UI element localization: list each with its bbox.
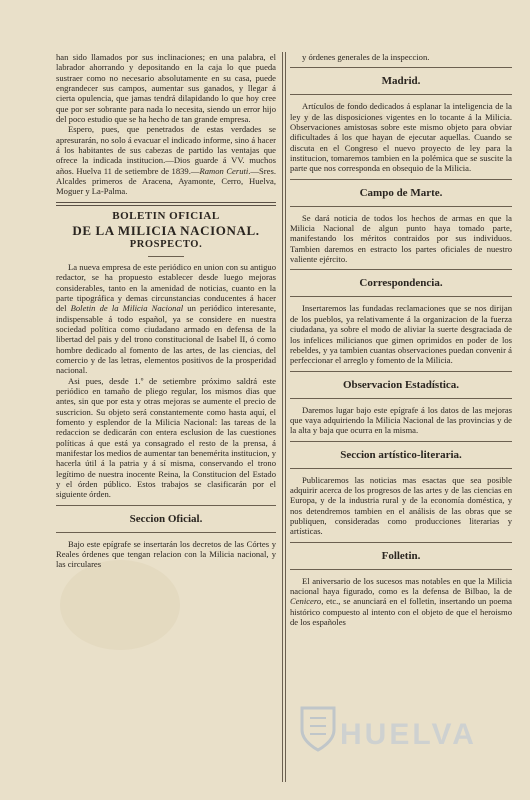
boletin-heading-line2: DE LA MILICIA NACIONAL.	[72, 222, 260, 238]
paragraph-inspeccion: y órdenes generales de la inspeccion.	[302, 52, 430, 62]
paragraph-folletin	[290, 576, 512, 628]
column-divider	[285, 52, 286, 782]
paragraph-labrador: han sido llamados por sus inclinaciones; en una palabra, el labrador ahorrando y depositando en la caja lo que pueda sustraer como no necesario absolutamente en su casa, puede engrandecer sus campos, aumentar sus ganados, y llegar á cierta opulencia, que jamas tendrá dilapidando lo que hoy cree que por ser sobrante para nada lo necesita, siendo un error hijo del poco estudio que se ha hecho de tan grande empresa.	[56, 52, 276, 125]
espero-text: Espero, pues, que penetrados de estas verdades se apresurarán, no solo á evacuar el indicado informe, sino á hacer á los habitantes de sus cabezas de partido las ventajas que ofrece la indicada institucion.—Dios guarde á VV. muchos años. Huelva 11 de setiembre de 1839.—	[56, 124, 276, 176]
correspondencia-heading: Correspondencia.	[359, 277, 443, 290]
seccion-oficial-heading: Seccion Oficial.	[129, 512, 203, 525]
paragraph-asi-pues: Asi pues, desde 1.º de setiembre próximo saldrá este periódico en tamaño de pliego regular, los mismos dias que antes, sin que por esta y otras mejoras se aumente el precio de suscricion. Su objeto será constantemente como hasta aquí, el fomento y esplendor de la Milicia Nacional: las tareas de la redaccion se dedicarán con entera esclusion de las cuestiones políticas á que está ya consagrado el resto de la prensa, á manifestar los medios de aumentar tan benemérita institucion, y hacerla útil á la patria y á sí misma, conservando el trono legítimo de nuestra inocente Reina, la Constitucion del Estado y el órden público. Estos trabajos se clasificarán por el siguiente órden.	[56, 375, 276, 500]
place-cenicero: Cenicero	[290, 596, 322, 607]
paragraph-campo: Se dará noticia de todos los hechos de armas en que la Milicia Nacional de algun punto haya tomado parte, manifestando los méritos contraidos por sus individuos. Tambien daremos en estracto los partes oficiales de nuestro valiente ejército.	[290, 212, 512, 265]
column-divider	[282, 52, 283, 782]
signature-name: Ramon Ceruti	[199, 165, 249, 176]
periodico-title: Boletin de la Milicia Nacional	[70, 303, 184, 314]
paragraph-empresa	[56, 262, 276, 376]
folletin-heading: Folletin.	[381, 549, 421, 562]
empresa-text-b: un periódico interesante, indispensable á todo español, ya se considere en nuestra sociedad política como ciudadano armado en defensa de la libertad del pais y del trono constitucional de Isabel II, ó como hombre dedicado al fomento de las artes, de las ciencias, del comercio y de las letras, elementos positivos de la prosperidad nacional.	[56, 303, 276, 376]
artistico-box	[290, 441, 512, 469]
paragraph-artistico: Publicaremos las noticias mas esactas que sea posible adquirir acerca de los progresos de las artes y de las ciencias en Europa, y de la industria rural y de la economía doméstica, y nos detendremos tambien en el análisis de las obras que se publiquen, consideradas como producciones literarias y artísticas.	[290, 474, 512, 537]
empresa-text-a: La nueva empresa de este periódico en union con su antiguo redactor, se ha propuesto establecer desde luego mejoras considerables, tanto en la amenidad de noticias, cuanto en la parte tipográfica y demas circunstancias conducentes á hacer del	[56, 261, 276, 314]
watermark-text: HUELVA	[340, 718, 477, 751]
right-column	[290, 52, 512, 782]
madrid-heading: Madrid.	[381, 75, 421, 88]
madrid-box	[290, 67, 512, 95]
paragraph-seccion-oficial: Bajo este epígrafe se insertarán los decretos de las Córtes y Reales órdenes que tengan relacion con la Milicia nacional, y las circulares	[56, 538, 276, 570]
boletin-heading-line1: BOLETIN OFICIAL	[112, 209, 220, 222]
left-column	[56, 52, 276, 782]
paragraph-estadistica: Daremos lugar bajo este epígrafe á los datos de las mejoras que vaya adquiriendo la Milicia Nacional de las provincias y de la alta y baja que ocurra en la misma.	[290, 404, 512, 436]
espero-tail: .—Sres. Alcaldes primeros de Aracena, Ayamonte, Cerro, Huelva, Moguer y La-Palma.	[56, 165, 276, 197]
paragraph-espero	[56, 124, 276, 196]
paragraph-correspondencia: Insertaremos las fundadas reclamaciones que se nos dirijan de los pueblos, ya relativamente á la organizacion de la fuerza ciudadana, ya sobre el modo de aliviar la suerte desgraciada de los infelices milicianos que gimen oprimidos en poder de los rebeldes, y ya tambien cuantas observaciones puedan convenir á perfeccionar el arreglo y fomento de la Milicia.	[290, 303, 512, 366]
short-divider	[148, 256, 184, 257]
paragraph-madrid: Artículos de fondo dedicados á esplanar la inteligencia de la ley y de las disposiciones vigentes en lo tocante á la Milicia. Observaciones amistosas sobre este mismo objeto para obviar dificultades á los que hayan de ejecutar aquellas. Cuando se discuta en el Congreso el nuevo proyecto de ley para la institucion, tomaremos tambien en la polémica que se suscite la parte que nos corresponda en obsequio de la Milicia.	[290, 101, 512, 174]
prospecto-heading: PROSPECTO.	[129, 238, 203, 250]
campo-box	[290, 179, 512, 207]
section-divider	[56, 202, 276, 206]
correspondencia-box	[290, 269, 512, 297]
folletin-box	[290, 542, 512, 570]
estadistica-heading: Observacion Estadística.	[342, 378, 460, 391]
artistico-literaria-heading: Seccion artístico-literaria.	[340, 448, 462, 461]
folletin-text-a: El aniversario de los sucesos mas notables en que la Milicia nacional haya figurado, como es la defensa de Bilbao, la de	[290, 575, 512, 596]
seccion-oficial-box	[56, 505, 276, 533]
estadistica-box	[290, 371, 512, 399]
folletin-text-b: , etc., se anunciará en el folletin, insertando un poema histórico compuesto al intento con el objeto de que el heroismo de los españoles	[290, 596, 512, 627]
campo-de-marte-heading: Campo de Marte.	[359, 186, 443, 199]
